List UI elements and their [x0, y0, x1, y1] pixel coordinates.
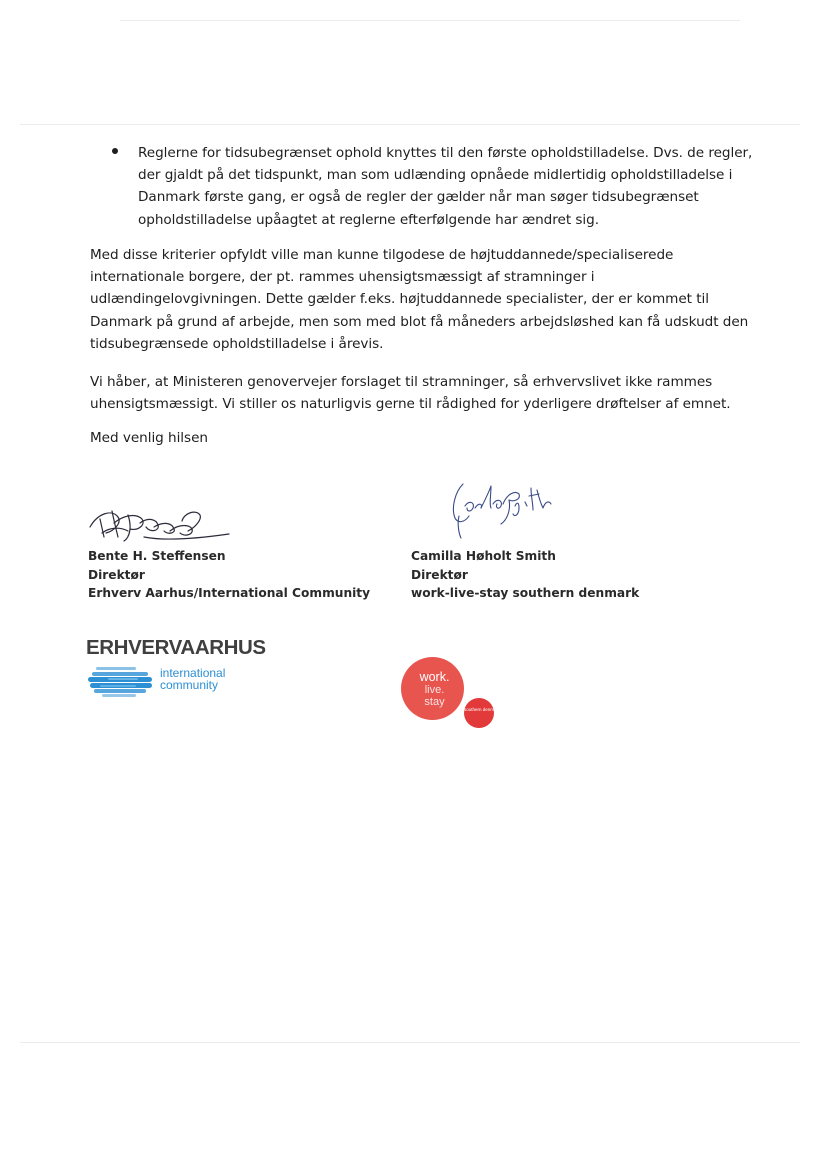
body-paragraph	[90, 371, 740, 415]
text-line: Vi håber, at Ministeren genovervejer forslaget til stramninger, så erhvervslivet ikke rammes	[90, 374, 713, 390]
handwritten-signature	[84, 497, 234, 547]
signatory-organization: Erhverv Aarhus/International Community	[88, 586, 371, 600]
work-live-stay-logo	[398, 655, 501, 735]
signatory-title: Direktør	[411, 567, 468, 582]
text-line: Danmark første gang, er også de regler der gælder når man søger tidsubegrænset	[138, 189, 699, 206]
logo-badge	[464, 698, 501, 728]
bullet-icon	[112, 148, 118, 154]
signatory-name: Camilla Høholt Smith	[411, 549, 556, 563]
logo-badge-text: southern denmark	[464, 707, 501, 712]
logo-word: work.	[419, 670, 450, 684]
text-line: Danmark på grund af arbejde, men som med blot få måneders arbejdsløshed kan få udskudt den	[90, 313, 749, 330]
text-line: tidsubegrænsede opholdstilladelse i årevis.	[90, 335, 384, 352]
scan-line	[120, 20, 740, 21]
text-line: Reglerne for tidsubegrænset ophold knyttes til den første opholdstilladelse. Dvs. de regler,	[138, 145, 753, 161]
logo-subtitle: community	[160, 678, 219, 692]
text-line: internationale borgere, der pt. rammes uhensigtsmæssigt af stramninger i	[90, 269, 595, 286]
text-line: opholdstilladelse upåagtet at reglerne efterfølgende har ændret sig.	[138, 211, 599, 228]
signature-block	[411, 547, 639, 603]
text-line: Med disse kriterier opfyldt ville man kunne tilgodese de højtuddannede/specialiserede	[90, 247, 674, 263]
text-line: der gjaldt på det tidspunkt, man som udlænding opnåede midlertidig opholdstilladelse i	[138, 167, 733, 184]
closing-salutation	[90, 427, 740, 449]
scan-line	[20, 124, 800, 125]
signatory-title: Direktør	[88, 567, 145, 582]
brush-stroke-icon	[88, 663, 158, 699]
logo-word: stay	[424, 696, 445, 708]
closing-text: Med venlig hilsen	[90, 430, 208, 446]
signatory-organization: work-live-stay southern denmark	[411, 586, 640, 600]
bullet-text	[138, 142, 753, 231]
text-line: udlændingelovgivningen. Dette gælder f.eks. højtuddannede specialister, der er kommet til	[90, 291, 709, 308]
erhverv-aarhus-logo	[86, 636, 286, 706]
signatory-name: Bente H. Steffensen	[88, 549, 226, 563]
logo-circle	[401, 657, 464, 720]
handwritten-signature	[449, 472, 559, 542]
body-paragraph	[90, 244, 749, 355]
logo-wordmark: ERHVERVAARHUS	[86, 636, 266, 659]
text-line: uhensigtsmæssigt. Vi stiller os naturligvis gerne til rådighed for yderligere drøftelser af emnet.	[90, 396, 731, 413]
logo-word: live.	[424, 684, 445, 696]
scan-line	[20, 1042, 800, 1043]
logo-subtitle: international	[160, 666, 226, 680]
signature-block	[88, 547, 370, 603]
